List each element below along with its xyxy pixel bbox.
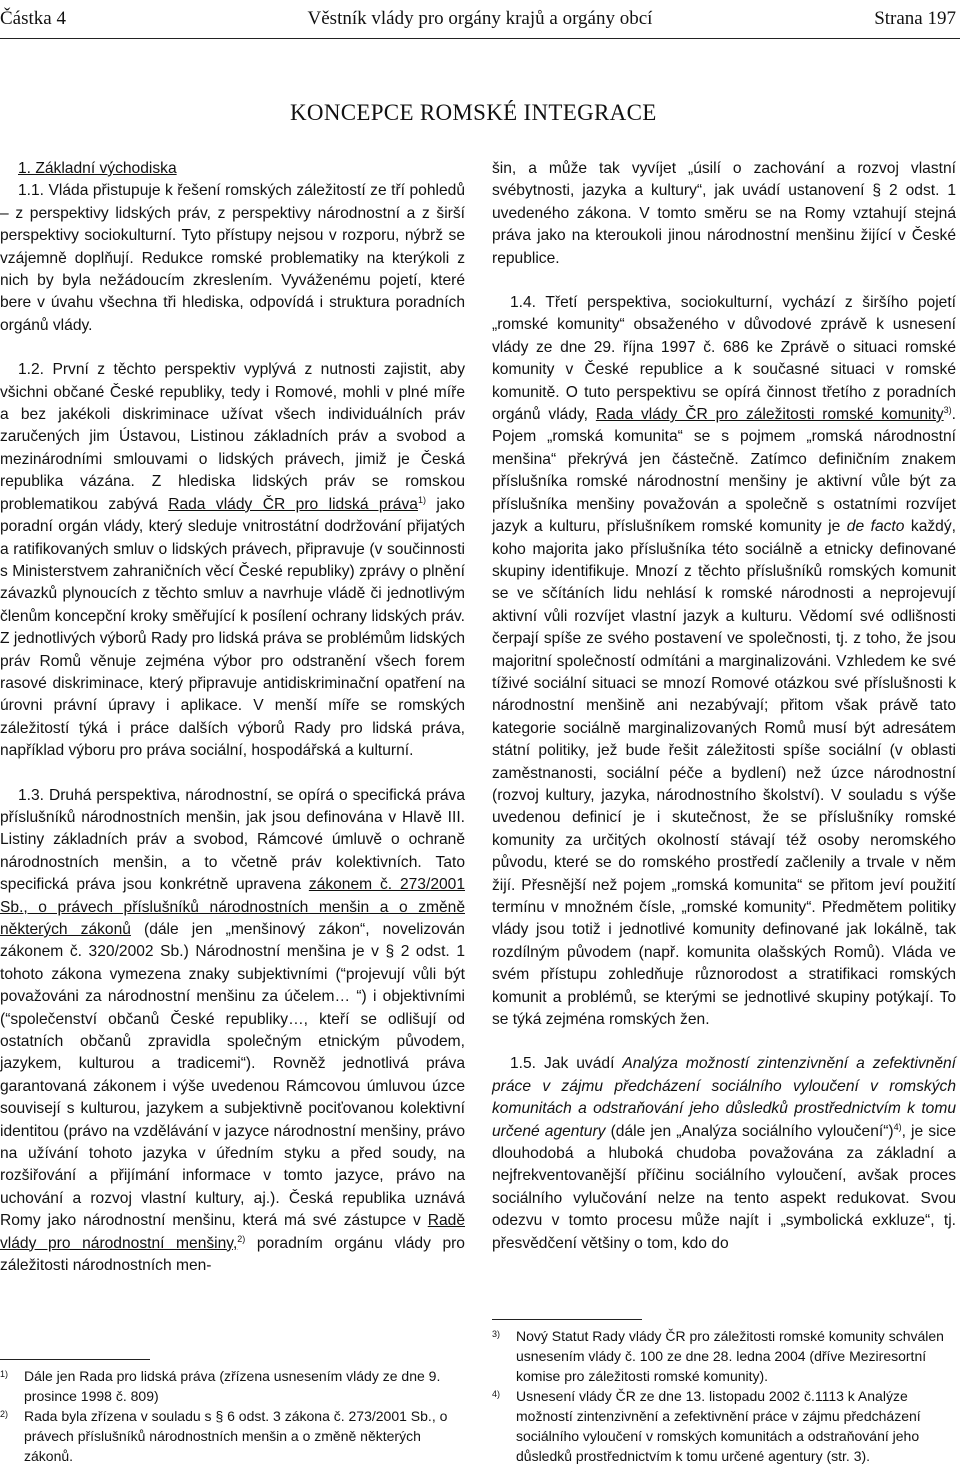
- paragraph-1-1: 1.1. Vláda přistupuje k řešení romských záležitostí ze tří pohledů – z perspektivy lidských práv, z perspektivy národnostní a z širší perspektivy sociokulturní. Tyto přístupy nejsou v rozporu, nýbrž se vzájemně doplňují. Redukce romské problematiky na kterýkoli z nich by byla nežádoucím zkreslením. Vyváženému pojetí, které bere v úvahu všechna tři hlediska, odpovídá i struktura poradních orgánů vlády.: [0, 182, 465, 334]
- footnote-divider: [492, 1319, 642, 1320]
- left-column: [0, 158, 465, 1278]
- paragraph-text: 1.2. První z těchto perspektiv vyplývá z nutnosti zajistit, aby všichni občané České republiky, tedy i Romové, mohli v plné míře a bez jakékoli diskriminace užívat všech individuálních práv zaručených jim Ústavou, Listinou základních práv a svobod a mezinárodními smlouvami o lidských právech, jimiž je Česká republika vázána. Z hlediska lidských práv se romskou problematikou zabývá: [0, 361, 465, 513]
- council-roma-link[interactable]: Rada vlády ČR pro záležitosti romské komunity: [595, 406, 944, 424]
- footnote-ref-4[interactable]: 4): [893, 1121, 902, 1132]
- footnote-text: Nový Statut Rady vlády ČR pro záležitosti romské komunity schválen usnesením vlády č. 100 ze dne 28. ledna 2004 (dříve Meziresortní komise pro záležitosti romské komunity).: [516, 1328, 944, 1384]
- header-divider: [0, 38, 960, 39]
- document-title: KONCEPCE ROMSKÉ INTEGRACE: [290, 100, 657, 125]
- footnote-2: [0, 1406, 470, 1466]
- footnote-number: 2): [0, 1409, 9, 1419]
- paragraph-1-3: [0, 785, 465, 1278]
- running-header: [0, 8, 960, 34]
- footnotes-right: [492, 1319, 956, 1466]
- paragraph-text: . Pojem „romská komunita“ se s pojmem „romská národnostní menšina“ překrývá jen částečně. Zatímco definičním znakem příslušníka romské národnostní menšiny je aktivní vůle být za příslušníka menšiny považován a společně s ostatními rozvíjet jazyk a kulturu, příslušníkem romské komunity je: [492, 406, 956, 536]
- footnote-ref-3[interactable]: 3): [943, 404, 952, 415]
- paragraph-text: každý, koho majorita jako příslušníka této sociálně a etnicky definované skupiny identifikuje. Mnozí z těchto příslušníků romských komunit se ve sčítáních lidu nehlásí k romské národnosti a neprojevují aktivní vůli rozvíjet vlastní jazyk a kulturu. Vědomí své odlišnosti čerpají spíše ze svého postavení ve společnosti, tj. z toho, že jsou majoritní společností odmítáni a marginalizováni. Vzhledem ke své tíživé sociální situaci se mnozí Romové otázkou své příslušnosti k národnostní menšině ani nezabývají; přitom však právě tato kategorie sociálně marginalizovaných Romů musí být adresátem státní politiky, jež bude řešit záležitosti spíše sociální (v oblasti zaměstnanosti, sociální péče a bydlení) než úzce národnostní (rozvoj kultury, jazyka, národnostního školství). V souladu s výše uvedenou definicí je i skutečnost, že se příslušníky romské komunity za určitých okolností stávají též osoby neromského původu, které se do romského prostředí začlenily a trvale v něm žijí. Přesnější než pojem „romská komunita“ se přitom jeví použití termínu v množném čísle, „romské komunity“. Předmětem politiky vlády jsou totiž i jednotlivé komunity definované jak lokálně, tak rozdílným původem (např. komunita olašských Romů). Vláda ve svém přístupu zohledňuje různorodost a stratifikaci romských komunit a problémů, se kterými se jednotlivé skupiny potýkají. To se týká zejména romských žen.: [492, 518, 956, 1029]
- analysis-title: Analýza možností zintenzivnění a zefektivnění práce v zájmu předcházení sociálního vyloučení v romských komunitách a odstraňování jeho důsledků prostřednictvím k tomu určené agentury: [492, 1055, 957, 1140]
- section-heading: 1. Základní východiska: [18, 160, 177, 177]
- paragraph-text: 1.4. Třetí perspektiva, sociokulturní, vychází z širšího pojetí „romské komunity“ obsaženého v důvodové zprávě k usnesení vlády ze dne 29. října 1997 č. 686 ke Zprávě o situaci romské komunity v České republice a k současné situaci v romské komunitě. O tuto perspektivu se opírá činnost třetího z poradních orgánů vlády,: [492, 294, 956, 424]
- right-column: [492, 158, 956, 1255]
- paragraph-text: 1.3. Druhá perspektiva, národnostní, se opírá o specifická práva příslušníků národnostních menšin, jak jsou definována v Hlavě III. Listiny základních práv a svobod, Rámcové úmluvě o ochraně národnostních menšin, a to včetně práv kolektivních. Tato specifická práva jsou konkrétně upravena: [0, 786, 465, 894]
- footnote-number: 4): [492, 1389, 501, 1399]
- footnote-4: [492, 1386, 956, 1466]
- paragraph-1-2: [0, 359, 465, 762]
- paragraph-text: 1.5. Jak uvádí: [510, 1055, 615, 1073]
- issue-number: Částka 4: [0, 8, 66, 29]
- footnote-text: Rada byla zřízena v souladu s § 6 odst. 3 zákona č. 273/2001 Sb., o právech příslušníků národnostních menšin a o změně některých zákonů.: [24, 1408, 448, 1464]
- footnote-text: Usnesení vlády ČR ze dne 13. listopadu 2002 č.1113 k Analýze možností zintenzivnění a zefektivnění práce v zájmu předcházení sociálního vyloučení v romských komunitách a odstraňování jeho důsledků prostřednictvím k tomu určené agentury (str. 3).: [516, 1388, 921, 1464]
- paragraph-text: poradním orgánu vlády pro záležitosti národnostních men-: [0, 1234, 465, 1275]
- paragraph-text: jako poradní orgán vlády, který sleduje vnitrostátní dodržování přijatých a ratifikovaných smluv o lidských právech, připravuje (v součinnosti s Ministerstvem zahraničních věcí České republiky) zprávy o plnění závazků plynoucích z těchto smluv a navrhuje vládě či jednotlivým členům koncepční kroky směřující k posílení ochrany lidských práv. Z jednotlivých výborů Rady pro lidská práva se problémům lidských práv Romů věnuje zejména výbor pro odstranění všech forem rasové diskriminace, který připravuje antidiskriminační opatření na úrovni právní úpravy i aplikace. V menší míře se romských záležitostí týká i práce dalších výborů Rady pro lidská práva, například výboru pro práva sociální, hospodářská a kulturní.: [0, 495, 465, 760]
- footnotes-left: [0, 1359, 470, 1466]
- paragraph-text: (dále jen „Analýza sociálního vyloučení“): [610, 1122, 894, 1140]
- paragraph-continuation: šin, a může tak vyvíjet „úsilí o zachování a rozvoj vlastní svébytnosti, jazyka a kultury“, jak uvádí ustanovení § 2 odst. 1 uvedeného zákona. V tomto směru se na Romy vztahují stejná práva jako na kteroukoli jinou národnostní menšinu žijící v České republice.: [492, 160, 956, 267]
- paragraph-text: (dále jen „menšinový zákon“, novelizován zákonem č. 320/2002 Sb.) Národnostní menšina je v § 2 odst. 1 tohoto zákona vymezena znaky subjektivními (“projevují vůli být považováni za národnostní menšinu za účelem… “) i objektivními (“společenství občanů České republiky…, kteří se odlišují od ostatních občanů zpravidla společným etnickým původem, jazykem, kulturou a tradicemi“). Rovněž jednotlivá práva garantovaná zákonem i výše uvedenou Rámcovou úmluvou úzce souvisejí s kulturou, jazykem a subjektivně pociťovanou kolektivní identitou (právo na vzdělávání v jazyce národnostní menšiny, právo na užívání tohoto jazyka v úředním styku a před soudy, na rozšiřování a přijímání informace v tomto jazyce, právo na uchování a rozvoj vlastní kultury, aj.). Česká republika uznává Romy jako národnostní menšinu, která má své zástupce v: [0, 921, 465, 1230]
- paragraph-1-5: [492, 1053, 956, 1255]
- footnote-text: Dále jen Rada pro lidská práva (zřízena usnesením vlády ze dne 9. prosince 1998 č. 809): [24, 1368, 441, 1404]
- paragraph-1-4: [492, 292, 956, 1031]
- page-number: Strana 197: [874, 8, 956, 29]
- footnote-divider: [0, 1359, 150, 1360]
- footnote-number: 1): [0, 1369, 9, 1379]
- journal-title: Věstník vlády pro orgány krajů a orgány obcí: [307, 8, 653, 29]
- council-human-rights-link[interactable]: Rada vlády ČR pro lidská práva: [168, 495, 418, 513]
- council-minorities-link[interactable]: Radě vlády pro národnostní menšiny,: [0, 1212, 465, 1252]
- footnote-3: [492, 1326, 956, 1386]
- footnote-ref-2[interactable]: 2): [237, 1233, 246, 1244]
- minority-law-link[interactable]: zákonem č. 273/2001 Sb., o právech příslušníků národnostních menšin a o změně některých zákonů: [0, 876, 466, 938]
- paragraph-text: , je sice dlouhodobá a hluboká chudoba považována za základní a nejfrekventovanější příčinu sociálního vyloučení, avšak proces sociálního vylučování nelze na tento aspekt redukovat. Svou odezvu v tomto procesu může najít i „symbolická exkluze“, tj. přesvědčení většiny o tom, kdo do: [492, 1122, 956, 1252]
- footnote-number: 3): [492, 1329, 501, 1339]
- footnote-1: [0, 1366, 470, 1406]
- italic-term: de facto: [846, 518, 905, 536]
- footnote-ref-1[interactable]: 1): [417, 494, 426, 505]
